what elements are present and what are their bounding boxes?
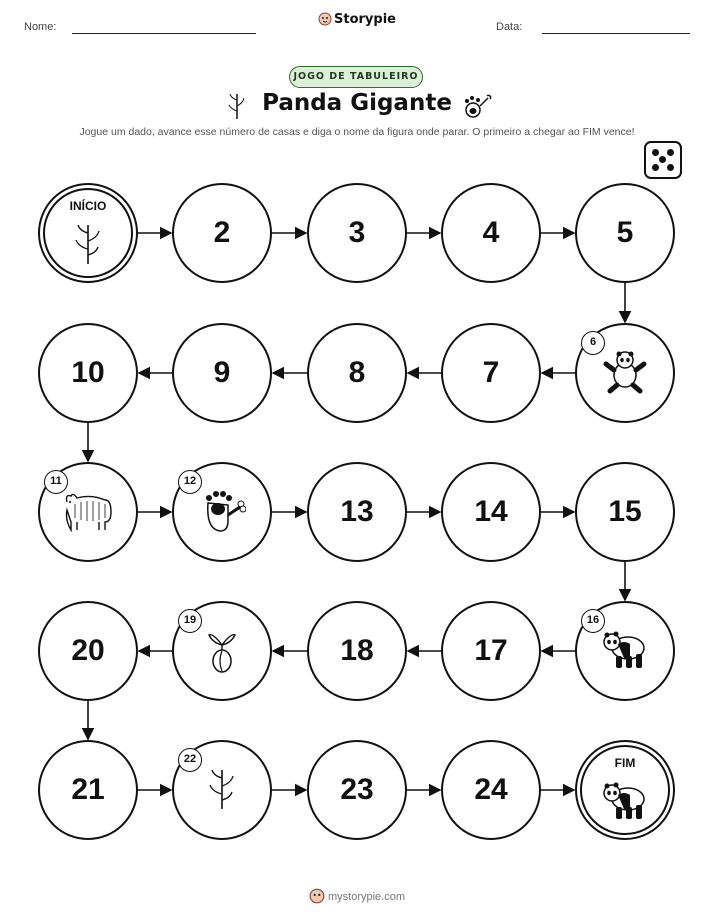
finish-label: FIM [614,756,636,770]
space-number-badge: 12 [178,470,202,494]
footer-url[interactable]: mystorypie.com [327,891,406,903]
board-space-14 [441,462,541,562]
space-number: 20 [71,634,105,667]
board-space-16 [575,601,675,701]
space-number: 4 [482,216,500,249]
board-space-24 [441,740,541,840]
footer [0,888,714,907]
space-number: 21 [71,773,105,806]
board-space-4 [441,183,541,283]
space-number-badge: 16 [581,609,605,633]
board-space-12 [172,462,272,562]
date-label: Data: [496,21,523,33]
board-space-8 [307,323,407,423]
panda-walking-icon [600,628,650,674]
space-number-badge: 6 [581,331,605,355]
board-space-3 [307,183,407,283]
space-number: 17 [474,634,508,667]
space-number: 9 [213,356,231,389]
name-label: Nome: [24,21,57,33]
board-space-20 [38,601,138,701]
instructions-text: Jogue um dado, avance esse número de casas e diga o nome da figura onde parar. O primeiro a chegar ao FIM vence! [79,126,635,138]
space-number: 2 [213,216,231,249]
board-space-13 [307,462,407,562]
game-type-badge: JOGO DE TABULEIRO [289,66,423,88]
panda-lying-icon [602,348,648,398]
space-number: 23 [340,773,374,806]
board-space-2 [172,183,272,283]
board-space-7 [441,323,541,423]
board-space-11 [38,462,138,562]
space-number: 13 [340,495,374,528]
storypie-logo-icon [309,888,325,907]
board-space-15 [575,462,675,562]
board-space-19 [172,601,272,701]
bamboo-sprout-icon [71,221,105,269]
seed-sprout-icon [205,625,239,677]
space-number: 18 [340,634,374,667]
board-space-21 [38,740,138,840]
space-number: 14 [474,495,508,528]
space-number-badge: 11 [44,470,68,494]
space-number: 3 [348,216,366,249]
bamboo-sprout-icon [205,766,239,814]
brand-name: Storypie [334,12,396,27]
board-space-9 [172,323,272,423]
space-number: 24 [474,773,508,806]
space-number: 7 [482,356,500,389]
board-space-5 [575,183,675,283]
panda-paw-bone-icon [198,485,246,539]
board-space-25 [575,740,675,840]
yak-icon [61,488,115,536]
board-space-17 [441,601,541,701]
space-number-badge: 19 [178,609,202,633]
space-number: 8 [348,356,366,389]
panda-walking-icon [600,779,650,825]
space-number-badge: 22 [178,748,202,772]
board-space-6 [575,323,675,423]
space-number: 5 [616,216,634,249]
space-number: 10 [71,356,105,389]
board-space-22 [172,740,272,840]
space-number: 15 [608,495,642,528]
board-space-18 [307,601,407,701]
board-space-10 [38,323,138,423]
board-space-23 [307,740,407,840]
page-title: Panda Gigante [262,90,452,116]
start-label: INÍCIO [69,199,107,213]
board-space-1 [38,183,138,283]
